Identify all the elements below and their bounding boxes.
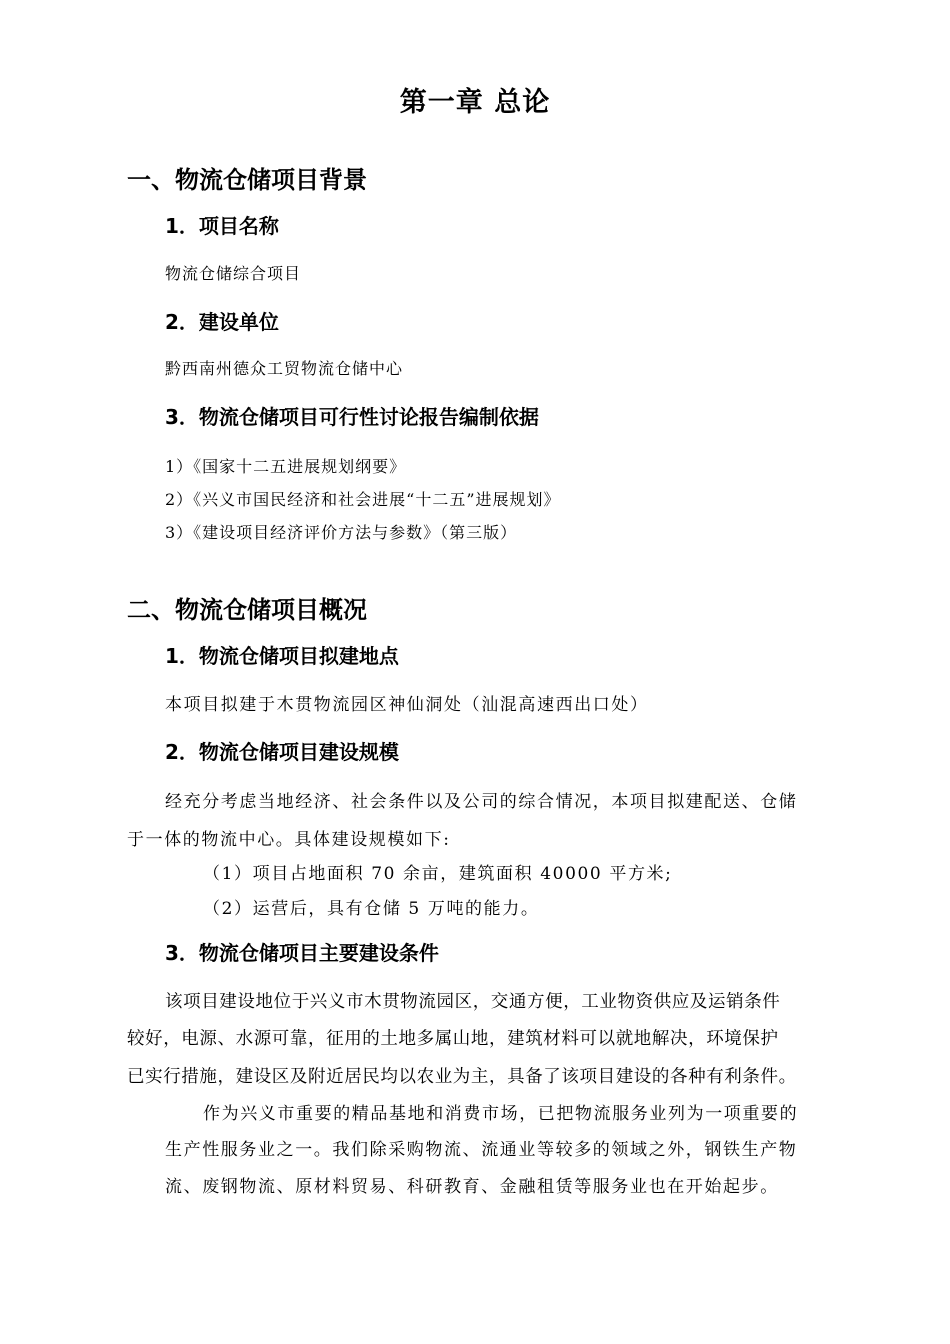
- conditions-paragraph-line: 该项目建设地位于兴义市木贯物流园区，交通方便，工业物资供应及运销条件: [165, 992, 781, 1012]
- project-name-text: 物流仓储综合项目: [165, 264, 302, 283]
- section1-title: 一、物流仓储项目背景: [127, 166, 367, 194]
- service-paragraph-line: 流、废钢物流、原材料贸易、科研教育、金融租赁等服务业也在开始起步。: [165, 1177, 779, 1197]
- scale-paragraph-line: 于一体的物流中心。具体建设规模如下:: [127, 830, 451, 850]
- service-paragraph-line: 生产性服务业之一。我们除采购物流、流通业等较多的领域之外，钢铁生产物: [165, 1140, 798, 1160]
- conditions-paragraph-line: 较好，电源、水源可靠，征用的土地多属山地，建筑材料可以就地解决，环境保护: [127, 1029, 779, 1049]
- reference-item: 3）《建设项目经济评价方法与参数》（第三版）: [165, 523, 518, 542]
- reference-item: 1）《国家十二五进展规划纲要》: [165, 457, 407, 476]
- scale-list-item: （2）运营后，具有仓储 5 万吨的能力。: [203, 899, 540, 919]
- section2-item2-heading: 2．物流仓储项目建设规模: [165, 740, 399, 764]
- reference-item: 2）《兴义市国民经济和社会进展“十二五”进展规划》: [165, 490, 561, 509]
- service-paragraph-line: 作为兴义市重要的精品基地和消费市场，已把物流服务业列为一项重要的: [203, 1104, 799, 1124]
- section2-title: 二、物流仓储项目概况: [127, 596, 367, 624]
- section2-item3-heading: 3．物流仓储项目主要建设条件: [165, 941, 439, 965]
- construction-unit-text: 黔西南州德众工贸物流仓储中心: [165, 359, 404, 378]
- section1-item3-heading: 3．物流仓储项目可行性讨论报告编制依据: [165, 405, 539, 429]
- scale-paragraph-line: 经充分考虑当地经济、社会条件以及公司的综合情况，本项目拟建配送、仓储: [165, 792, 798, 812]
- site-location-text: 本项目拟建于木贯物流园区神仙洞处（汕混高速西出口处）: [165, 695, 649, 715]
- chapter-title: 第一章 总论: [399, 87, 551, 118]
- section2-item1-heading: 1．物流仓储项目拟建地点: [165, 644, 399, 668]
- section1-item1-heading: 1．项目名称: [165, 214, 279, 238]
- conditions-paragraph-line: 已实行措施，建设区及附近居民均以农业为主，具备了该项目建设的各种有利条件。: [127, 1067, 797, 1087]
- scale-list-item: （1）项目占地面积 70 余亩，建筑面积 40000 平方米;: [203, 864, 673, 884]
- section1-item2-heading: 2．建设单位: [165, 310, 279, 334]
